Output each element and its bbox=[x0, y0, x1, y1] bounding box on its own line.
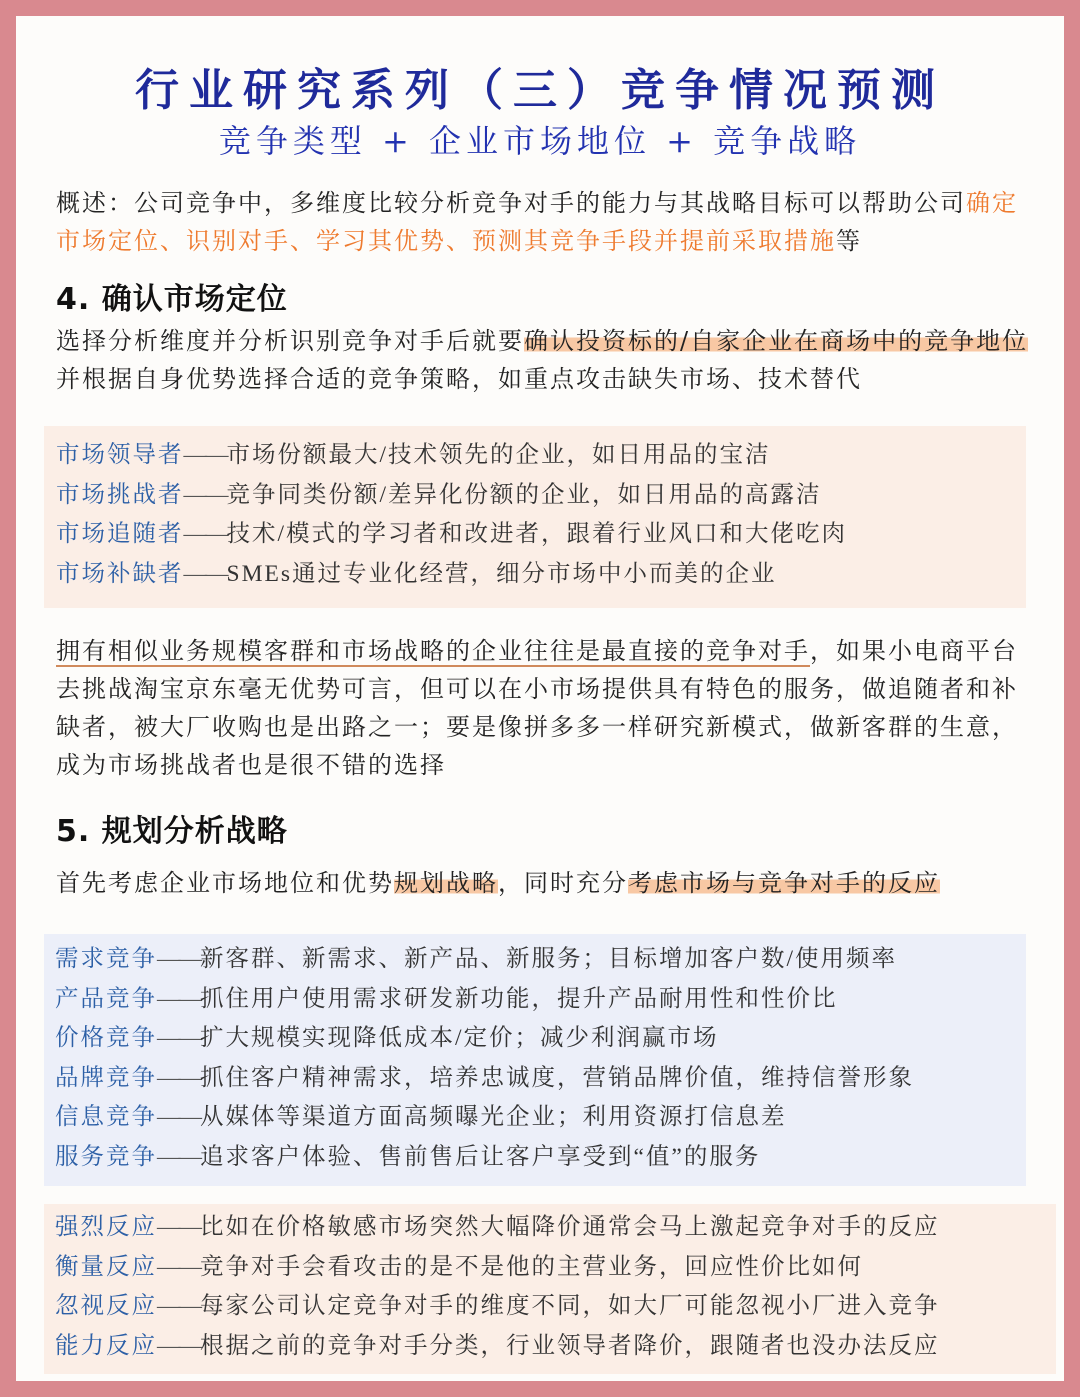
dash: —— bbox=[183, 481, 227, 508]
reactions-list bbox=[44, 1208, 1056, 1366]
list-item bbox=[56, 555, 1026, 595]
list-item bbox=[55, 1019, 1026, 1059]
type-term: 品牌竞争 bbox=[55, 1064, 157, 1091]
reaction-term: 能力反应 bbox=[55, 1332, 157, 1359]
section-4-para2-rest: ，如果小电商平台去挑战淘宝京东毫无优势可言，但可以在小市场提供具有特色的服务，做追随者和补缺者，被大厂收购也是出路之一；要是像拼多多一样研究新模式，做新客群的生意，成为市场挑战者也是很不错的选择 bbox=[56, 637, 1018, 779]
type-term: 价格竞争 bbox=[55, 1025, 157, 1051]
dash: —— bbox=[183, 521, 227, 547]
page-subtitle: 竞争类型 + 企业市场地位 + 竞争战略 bbox=[218, 122, 862, 160]
section-5-para-highlight-2: 考虑市场与竞争对手的反应 bbox=[628, 869, 940, 897]
type-desc: 抓住客户精神需求，培养忠诚度，营销品牌价值，维持信誉形象 bbox=[200, 1064, 914, 1091]
list-item bbox=[55, 1138, 1026, 1178]
type-desc: 抓住用户使用需求研发新功能，提升产品耐用性和性价比 bbox=[200, 985, 838, 1012]
overview-prefix: 概述：公司竞争中，多维度比较分析竞争对手的能力与其战略目标可以帮助公司 bbox=[56, 189, 966, 217]
type-term: 服务竞争 bbox=[55, 1143, 157, 1170]
dash: —— bbox=[157, 1293, 200, 1319]
page bbox=[16, 16, 1064, 1381]
section-4-para-pre: 选择分析维度并分析识别竞争对手后就要 bbox=[56, 327, 524, 355]
reaction-desc: 每家公司认定竞争对手的维度不同，如大厂可能忽视小厂进入竞争 bbox=[200, 1293, 940, 1319]
section-5-heading: 5. 规划分析战略 bbox=[56, 814, 288, 849]
reaction-term: 忽视反应 bbox=[55, 1293, 157, 1319]
list-item bbox=[55, 1327, 1056, 1367]
list-item bbox=[55, 1287, 1056, 1327]
section-5-para-mid: ，同时充分 bbox=[498, 869, 628, 897]
role-desc: SMEs通过专业化经营，细分市场中小而美的企业 bbox=[226, 560, 777, 587]
overview-highlight: 确定市场定位、识别对手、学习其优势、预测其竞争手段并提前采取措施 bbox=[56, 189, 1018, 255]
reaction-desc: 竞争对手会看攻击的是不是他的主营业务，回应性价比如何 bbox=[200, 1253, 863, 1280]
section-4-heading: 4. 确认市场定位 bbox=[56, 282, 288, 317]
section-5-para-highlight-1: 规划战略 bbox=[394, 869, 498, 897]
section-5-paragraph bbox=[56, 864, 1031, 902]
list-item bbox=[55, 940, 1026, 980]
overview-suffix: 等 bbox=[836, 227, 862, 255]
section-4-para-post: 并根据自身优势选择合适的竞争策略，如重点攻击缺失市场、技术替代 bbox=[56, 365, 862, 393]
role-desc: 技术/模式的学习者和改进者，跟着行业风口和大佬吃肉 bbox=[226, 521, 848, 547]
type-term: 信息竞争 bbox=[55, 1104, 157, 1130]
reaction-desc: 根据之前的竞争对手分类，行业领导者降价，跟随者也没办法反应 bbox=[200, 1332, 940, 1359]
market-roles-list bbox=[44, 436, 1026, 594]
list-item bbox=[55, 980, 1026, 1020]
role-desc: 市场份额最大/技术领先的企业，如日用品的宝洁 bbox=[226, 442, 771, 468]
section-4-paragraph-2 bbox=[56, 632, 1031, 784]
role-term: 市场补缺者 bbox=[56, 560, 184, 587]
dash: —— bbox=[157, 1025, 200, 1051]
list-item bbox=[56, 476, 1026, 516]
type-desc: 新客群、新需求、新产品、新服务；目标增加客户数/使用频率 bbox=[200, 946, 898, 972]
overview-paragraph bbox=[56, 184, 1031, 260]
market-roles-box bbox=[44, 426, 1026, 608]
role-term: 市场追随者 bbox=[56, 521, 184, 547]
dash: —— bbox=[183, 442, 227, 468]
section-4-para2-underlined: 拥有相似业务规模客群和市场战略的企业往往是最直接的竞争对手 bbox=[56, 637, 810, 665]
competition-types-box bbox=[44, 934, 1026, 1186]
dash: —— bbox=[157, 1253, 200, 1280]
dash: —— bbox=[157, 946, 200, 972]
type-term: 产品竞争 bbox=[55, 985, 157, 1012]
type-term: 需求竞争 bbox=[55, 946, 157, 972]
reaction-term: 强烈反应 bbox=[55, 1214, 157, 1240]
list-item bbox=[56, 436, 1026, 476]
list-item bbox=[56, 515, 1026, 555]
dash: —— bbox=[183, 560, 227, 587]
dash: —— bbox=[157, 1143, 200, 1170]
competition-types-list bbox=[44, 940, 1026, 1177]
type-desc: 扩大规模实现降低成本/定价；减少利润赢市场 bbox=[200, 1025, 719, 1051]
role-term: 市场领导者 bbox=[56, 442, 184, 468]
type-desc: 追求客户体验、售前售后让客户享受到“值”的服务 bbox=[200, 1143, 761, 1170]
list-item bbox=[55, 1248, 1056, 1288]
list-item bbox=[55, 1098, 1026, 1138]
section-4-para-highlight: 确认投资标的/自家企业在商场中的竞争地位 bbox=[524, 327, 1029, 355]
dash: —— bbox=[157, 985, 200, 1012]
reaction-term: 衡量反应 bbox=[55, 1253, 157, 1280]
section-5-para-pre: 首先考虑企业市场地位和优势 bbox=[56, 869, 394, 897]
list-item bbox=[55, 1059, 1026, 1099]
reaction-desc: 比如在价格敏感市场突然大幅降价通常会马上激起竞争对手的反应 bbox=[200, 1214, 940, 1240]
type-desc: 从媒体等渠道方面高频曝光企业；利用资源打信息差 bbox=[200, 1104, 787, 1130]
role-desc: 竞争同类份额/差异化份额的企业，如日用品的高露洁 bbox=[226, 481, 822, 508]
reactions-box bbox=[44, 1204, 1056, 1374]
role-term: 市场挑战者 bbox=[56, 481, 184, 508]
dash: —— bbox=[157, 1214, 200, 1240]
section-4-paragraph bbox=[56, 322, 1031, 398]
dash: —— bbox=[157, 1332, 200, 1359]
list-item bbox=[55, 1208, 1056, 1248]
page-title: 行业研究系列（三）竞争情况预测 bbox=[135, 65, 945, 116]
dash: —— bbox=[157, 1104, 200, 1130]
dash: —— bbox=[157, 1064, 200, 1091]
